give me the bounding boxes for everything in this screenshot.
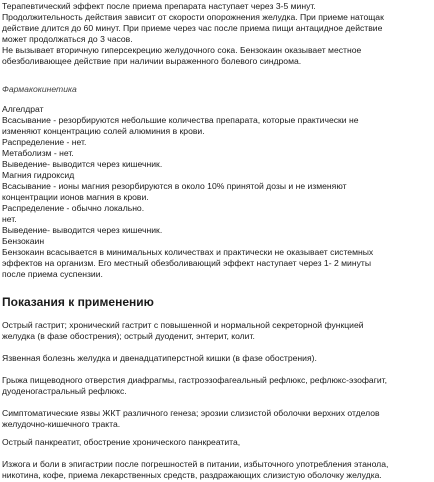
text-line: Терапевтический эффект после приема препарата наступает через 3-5 минут.: [2, 1, 316, 11]
intro-paragraph: [2, 1, 432, 67]
text-line: изменяют концентрацию солей алюминия в крови.: [2, 126, 205, 136]
pharmacokinetics-text: [2, 104, 432, 280]
text-line: Всасывание - ионы магния резорбируются в около 10% принятой дозы и не изменяют: [2, 181, 347, 191]
text-line: эффектов на организм. Его местный обезболивающий эффект наступает через 1- 2 минуты: [2, 258, 371, 268]
text-line: концентрации ионов магния в крови.: [2, 192, 149, 202]
text-line: Метаболизм - нет.: [2, 148, 74, 158]
text-line: обезболивающее действие при наличии выраженного болевого синдрома.: [2, 56, 302, 66]
indication-item: [2, 459, 432, 481]
text-line: Распределение - обычно локально.: [2, 203, 145, 213]
text-line: Острый панкреатит, обострение хронического панкреатита,: [2, 437, 241, 447]
text-line: Магния гидроксид: [2, 170, 75, 180]
text-line: Грыжа пищеводного отверстия диафрагмы, гастроэзофагеальный рефлюкс, рефлюкс-эзофагит,: [2, 375, 388, 385]
text-line: Изжога и боли в эпигастрии после погрешностей в питании, избыточного употребления этанола,: [2, 459, 389, 469]
text-line: Бензокаин: [2, 236, 45, 246]
text-line: Алгелдрат: [2, 104, 44, 114]
indication-item: [2, 320, 432, 342]
text-line: после приема суспензии.: [2, 269, 103, 279]
text-line: желудка (в фазе обострения); острый дуоденит, энтерит, колит.: [2, 331, 255, 341]
text-line: нет.: [2, 214, 17, 224]
text-line: Выведение- выводится через кишечник.: [2, 159, 163, 169]
text-line: Бензокаин всасывается в минимальных количествах и практически не оказывает системных: [2, 247, 374, 257]
pharmacokinetics-heading: Фармакокинетика: [2, 84, 77, 94]
text-line: Продолжительность действия зависит от скорости опорожнения желудка. При приеме натощак: [2, 12, 384, 22]
text-line: действие длится до 60 минут. При приеме через час после приема пищи антацидное действие: [2, 23, 383, 33]
text-line: может продолжаться до 3 часов.: [2, 34, 133, 44]
indication-item: [2, 408, 432, 430]
text-line: никотина, кофе, приема лекарственных средств, раздражающих слизистую оболочку желудка.: [2, 470, 382, 480]
indication-item: [2, 375, 432, 397]
text-line: Распределение - нет.: [2, 137, 87, 147]
text-line: дуоденогастральный рефлюкс.: [2, 386, 127, 396]
text-line: Выведение- выводится через кишечник.: [2, 225, 163, 235]
indication-item: [2, 437, 432, 448]
text-line: Не вызывает вторичную гиперсекрецию желудочного сока. Бензокаин оказывает местное: [2, 45, 362, 55]
text-line: желудочно-кишечного тракта.: [2, 419, 121, 429]
text-line: Симптоматические язвы ЖКТ различного генеза; эрозии слизистой оболочки верхних отделов: [2, 408, 380, 418]
text-line: Всасывание - резорбируются небольшие количества препарата, которые практически не: [2, 115, 359, 125]
text-line: Язвенная болезнь желудка и двенадцатиперстной кишки (в фазе обострения).: [2, 353, 317, 363]
indications-heading: Показания к применению: [2, 295, 154, 309]
text-line: Острый гастрит; хронический гастрит с повышенной и нормальной секреторной функцией: [2, 320, 364, 330]
indication-item: [2, 353, 432, 364]
